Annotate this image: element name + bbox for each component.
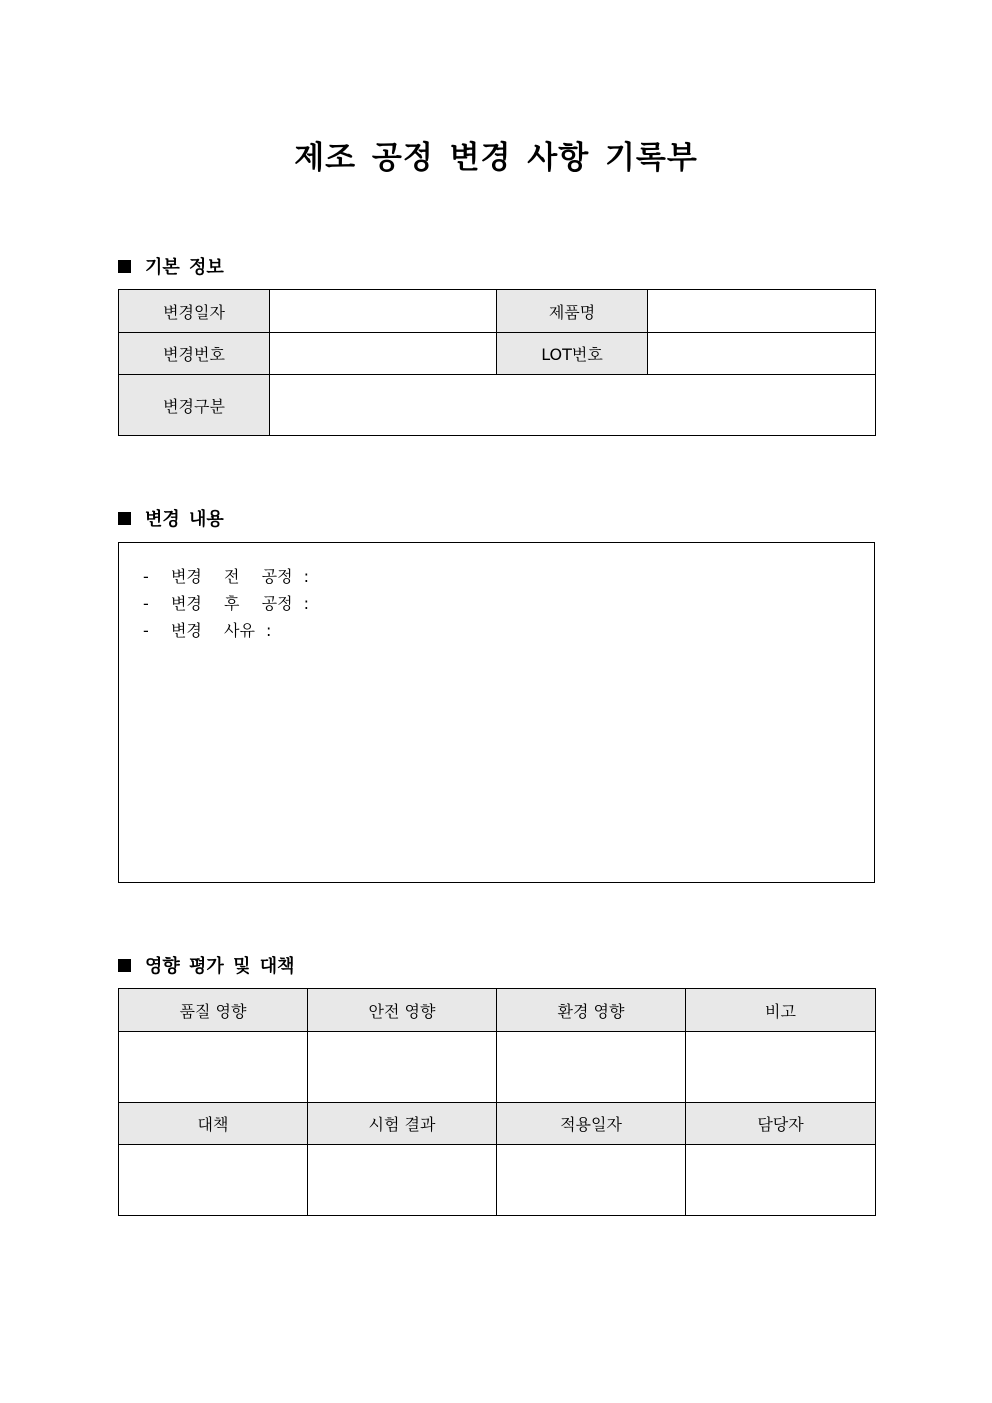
quality-impact-header: 품질 영향 — [119, 989, 308, 1032]
countermeasure-header: 대책 — [119, 1103, 308, 1145]
product-name-label: 제품명 — [497, 290, 648, 333]
environment-impact-header: 환경 영향 — [497, 989, 686, 1032]
page-title: 제조 공정 변경 사항 기록부 — [294, 140, 698, 176]
product-name-field[interactable] — [648, 290, 876, 333]
section-heading-impact — [118, 952, 295, 978]
change-content-lines — [143, 563, 874, 644]
remarks-header: 비고 — [686, 989, 876, 1032]
before-process-line: - 변경 전 공정 : — [143, 567, 310, 586]
basic-info-table — [118, 289, 876, 436]
change-content-box[interactable] — [118, 542, 875, 883]
square-bullet-icon — [118, 959, 131, 972]
change-date-label: 변경일자 — [119, 290, 270, 333]
environment-impact-field[interactable] — [497, 1032, 686, 1103]
safety-impact-field[interactable] — [308, 1032, 497, 1103]
test-result-header: 시험 결과 — [308, 1103, 497, 1145]
after-process-line: - 변경 후 공정 : — [143, 594, 310, 613]
section-title: 영향 평가 및 대책 — [145, 956, 295, 977]
change-date-field[interactable] — [270, 290, 497, 333]
change-reason-line: - 변경 사유 : — [143, 621, 272, 640]
impact-table — [118, 988, 876, 1216]
safety-impact-header: 안전 영향 — [308, 989, 497, 1032]
change-number-field[interactable] — [270, 333, 497, 375]
square-bullet-icon — [118, 260, 131, 273]
test-result-field[interactable] — [308, 1145, 497, 1216]
countermeasure-field[interactable] — [119, 1145, 308, 1216]
change-number-label: 변경번호 — [119, 333, 270, 375]
section-title: 변경 내용 — [145, 509, 224, 530]
change-type-label: 변경구분 — [119, 375, 270, 436]
person-in-charge-header: 담당자 — [686, 1103, 876, 1145]
section-heading-basic-info — [118, 253, 224, 279]
lot-number-field[interactable] — [648, 333, 876, 375]
section-heading-change-content — [118, 505, 224, 531]
change-type-field[interactable] — [270, 375, 876, 436]
quality-impact-field[interactable] — [119, 1032, 308, 1103]
remarks-field[interactable] — [686, 1032, 876, 1103]
person-in-charge-field[interactable] — [686, 1145, 876, 1216]
square-bullet-icon — [118, 512, 131, 525]
lot-number-label: LOT번호 — [497, 333, 648, 375]
section-title: 기본 정보 — [145, 257, 224, 278]
apply-date-header: 적용일자 — [497, 1103, 686, 1145]
apply-date-field[interactable] — [497, 1145, 686, 1216]
